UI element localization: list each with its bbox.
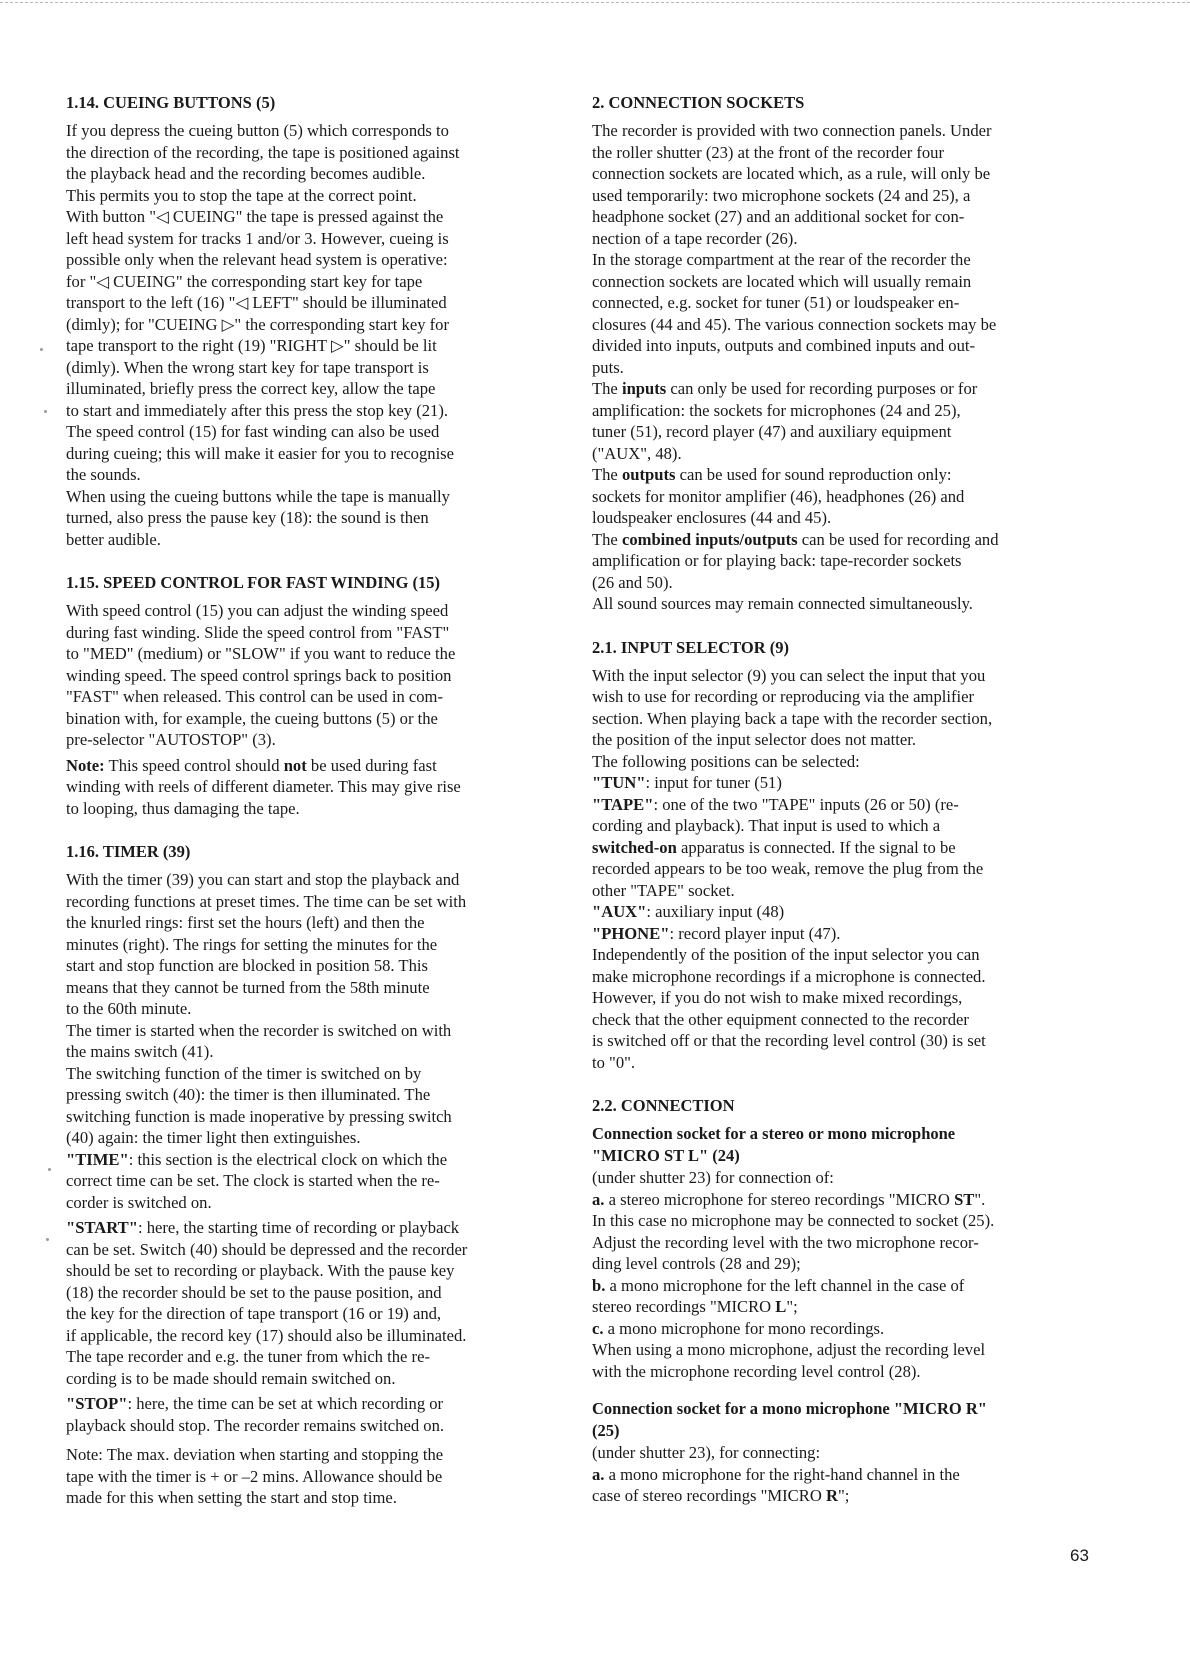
term-label: "STOP" (66, 1394, 128, 1413)
note-paragraph: Note: The max. deviation when starting and stopping the tape with the timer is + or –2 mins. Allowance should be made for this when setting the start and stop time. (66, 1445, 444, 1507)
list-text: a mono microphone for the left channel in the case of stereo recordings "MICRO (592, 1275, 965, 1316)
text: can be used for sound reproduction only: sockets for monitor amplifier (46), headphones (26) and loudspeaker enclosures (44 and 45). (592, 465, 965, 527)
inputs-paragraph (592, 378, 1092, 464)
sub-heading: Connection socket for a stereo or mono microphone "MICRO ST L" (24) (592, 1124, 956, 1165)
time-paragraph (66, 1149, 566, 1214)
start-paragraph (66, 1217, 566, 1389)
emphasis: ST (954, 1189, 975, 1209)
section-2 (592, 92, 1092, 615)
text: The (592, 465, 622, 484)
text: The (592, 529, 622, 549)
section-heading: 1.16. TIMER (39) (66, 842, 191, 861)
term-text: apparatus is connected. If the signal to be recorded appears to be too weak, remove the plug from the other "TAPE" socket. (592, 837, 984, 900)
left-column (66, 92, 566, 1531)
term-label: "TIME" (66, 1149, 129, 1169)
section-2-2 (592, 1095, 1092, 1507)
list-text: a stereo microphone for stereo recordings "MICRO (604, 1189, 955, 1209)
list-text: "; (837, 1486, 850, 1505)
term-text: : one of the two "TAPE" inputs (26 or 50) (re- cording and playback). That input is used to which a (592, 794, 959, 835)
scan-speck (40, 348, 43, 351)
stop-paragraph (66, 1393, 566, 1436)
term-text: : auxiliary input (48) (646, 902, 785, 921)
list-marker: c. (592, 1318, 604, 1338)
list-item-c (592, 1318, 1092, 1383)
list-text: a mono microphone for the right-hand channel in the case of stereo recordings "MICRO (592, 1464, 960, 1505)
paragraph: With speed control (15) you can adjust the winding speed during fast winding. Slide the speed control from "FAST" to "MED" (medium) or "SLOW" if you want to reduce the winding speed. The speed control springs back to position "FAST" when released. This control can be used in com- bination with, for example, the cueing buttons (5) or the pre-selector "AUTOSTOP" (3). (66, 601, 456, 749)
paragraph: If you depress the cueing button (5) which corresponds to the direction of the recording, the tape is positioned against the playback head and the recording becomes audible. This permits you to stop the tape at the correct point. With button "◁ CUEING" the tape is pressed against the left head system for tracks 1 and/or 3. However, cueing is possible only when the relevant head system is operative: for "◁ CUEING" the corresponding start key for tape transport to the left (16) "◁ LEFT" should be illuminated (dimly); for "CUEING ▷" the corresponding start key for tape transport to the right (19) "RIGHT ▷" should be lit (dimly). When the wrong start key for tape transport is illuminated, briefly press the correct key, allow the tape to start and immediately after this press the stop key (21). The speed control (15) for fast winding can also be used during cueing; this will make it easier for you to recognise the sounds. When using the cueing buttons while the tape is manually turned, also press the pause key (18): the sound is then better audible. (66, 121, 460, 549)
emphasis: not (283, 755, 307, 775)
term-label: outputs (621, 465, 676, 484)
term-label: "PHONE" (592, 923, 670, 943)
tape-paragraph (592, 794, 1092, 902)
term-label: "AUX" (592, 902, 647, 921)
term-label: "START" (66, 1218, 138, 1237)
emphasis: L (775, 1297, 787, 1316)
list-text: "; (786, 1297, 798, 1316)
paragraph: Independently of the position of the input selector you can make microphone recordings if a microphone is connected. However, if you do not wish to make mixed recordings, check that the other equipment connected to the recorder is switched off or that the recording level control (30) is set to "0". (592, 945, 986, 1072)
phone-line (592, 923, 1092, 945)
note-label: Note: (66, 755, 105, 775)
list-text: a mono microphone for mono recordings. When using a mono microphone, adjust the recording level with the microphone recording level control (28). (592, 1318, 986, 1381)
aux-line (592, 901, 1092, 923)
combined-paragraph (592, 529, 1092, 615)
paragraph: The recorder is provided with two connection panels. Under the roller shutter (23) at the front of the recorder four connection sockets are located which, as a rule, will only be used temporarily: two microphone sockets (24 and 25), a headphone socket (27) and an additional socket for con- nection of a tape recorder (26). In the storage compartment at the rear of the recorder the connection sockets are located which will usually remain connected, e.g. socket for tuner (51) or loudspeaker en- closures (44 and 45). The various connection sockets may be divided into inputs, outputs and combined inputs and out- puts. (592, 121, 997, 377)
term-text: : this section is the electrical clock on which the correct time can be set. The clock is started when the re- corder is switched on. (66, 1149, 448, 1212)
sub-heading: Connection socket for a mono microphone "MICRO R" (25) (592, 1399, 987, 1440)
paragraph: With the input selector (9) you can select the input that you wish to use for recording or reproducing via the amplifier section. When playing back a tape with the recorder section, the position of the input selector does not matter. The following positions can be selected: (592, 665, 993, 771)
scan-speck (48, 1168, 51, 1171)
section-heading: 1.15. SPEED CONTROL FOR FAST WINDING (15) (66, 573, 441, 592)
emphasis: switched-on (592, 837, 677, 857)
section-2-1 (592, 637, 1092, 1074)
term-label: "TAPE" (592, 794, 654, 814)
term-text: : record player input (47). (669, 923, 841, 943)
text: can be used for recording and amplification or for playing back: tape-recorder sockets (26 and 50). All sound sources may remain connected simultaneously. (592, 529, 999, 613)
list-marker: a. (592, 1189, 605, 1209)
text: The (592, 379, 622, 398)
tun-line (592, 772, 1092, 794)
list-item-a (592, 1464, 1092, 1507)
section-1-16 (66, 841, 566, 1509)
page-number: 63 (1070, 1546, 1089, 1565)
list-text: ". In this case no microphone may be connected to socket (25). Adjust the recording level with the two microphone recor- ding level controls (28 and 29); (592, 1189, 995, 1273)
section-1-15 (66, 572, 566, 819)
note-text: be used during fast winding with reels of different diameter. This may give rise to looping, thus damaging the tape. (66, 755, 461, 818)
term-label: "TUN" (592, 773, 646, 792)
section-heading: 2.2. CONNECTION (592, 1096, 735, 1115)
list-marker: a. (592, 1464, 605, 1484)
list-item-a (592, 1189, 1092, 1275)
note-text: This speed control should (104, 755, 284, 775)
section-heading: 2.1. INPUT SELECTOR (9) (592, 637, 789, 657)
term-label: combined inputs/outputs (621, 529, 798, 549)
outputs-paragraph (592, 464, 1092, 529)
section-1-14 (66, 92, 566, 550)
list-marker: b. (592, 1275, 606, 1295)
scan-speck (44, 410, 47, 413)
term-text: : here, the starting time of recording or playback can be set. Switch (40) should be depressed and the recorder should be set to recording or playback. With the pause key (18) the recorder should be set to the pause position, and the key for the direction of tape transport (16 or 19) and, if applicable, the record key (17) should also be illuminated. The tape recorder and e.g. the tuner from which the re- cording is to be made should remain switched on. (66, 1218, 468, 1388)
scan-speck (46, 1238, 49, 1241)
term-text: : here, the time can be set at which recording or playback should stop. The recorder remains switched on. (66, 1394, 445, 1435)
list-item-b (592, 1275, 1092, 1318)
term-label: inputs (621, 379, 667, 398)
term-text: : input for tuner (51) (645, 773, 782, 792)
scan-edge-line (0, 2, 1190, 3)
section-heading: 2. CONNECTION SOCKETS (592, 93, 805, 112)
text: can only be used for recording purposes or for amplification: the sockets for microphones (24 and 25), tuner (51), record player (47) and auxiliary equipment ("AUX", 48). (592, 379, 978, 463)
right-column (592, 92, 1092, 1529)
paragraph: (under shutter 23), for connecting: (592, 1443, 821, 1462)
paragraph: With the timer (39) you can start and stop the playback and recording functions at preset times. The time can be set with the knurled rings: first set the hours (left) and then the minutes (right). The rings for setting the minutes for the start and stop function are blocked in position 58. This means that they cannot be turned from the 58th minute to the 60th minute. The timer is started when the recorder is switched on with the mains switch (41). The switching function of the timer is switched on by pressing switch (40): the timer is then illuminated. The switching function is made inoperative by pressing switch (40) again: the timer light then extinguishes. (66, 870, 467, 1147)
paragraph: (under shutter 23) for connection of: (592, 1168, 834, 1187)
note-paragraph (66, 755, 566, 820)
emphasis: R (825, 1486, 838, 1505)
section-heading: 1.14. CUEING BUTTONS (5) (66, 93, 276, 112)
